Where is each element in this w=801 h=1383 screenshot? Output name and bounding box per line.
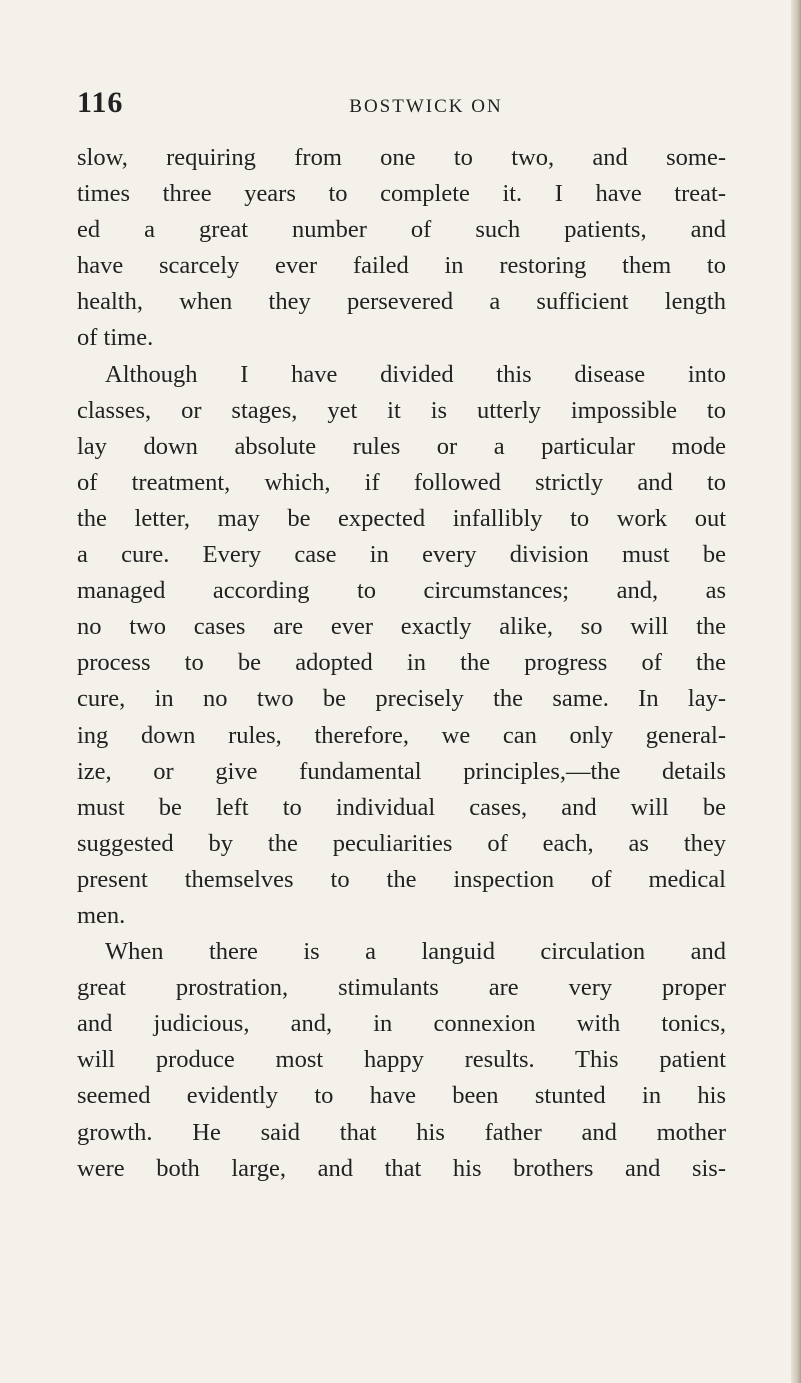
page-number: 116 [77,86,124,119]
text-line: Although I have divided this disease into [105,360,726,388]
body-text [77,140,726,1187]
text-line: ed a great number of such patients, and [77,216,726,244]
text-line: no two cases are ever exactly alike, so will the [77,613,726,641]
text-line: have scarcely ever failed in restoring them to [77,252,726,280]
text-line: When there is a languid circulation and [105,938,726,966]
text-line: great prostration, stimulants are very proper [77,974,726,1002]
page-edge [791,0,801,1383]
text-line: classes, or stages, yet it is utterly impossible to [77,396,726,424]
text-line: ize, or give fundamental principles,—the details [77,757,726,785]
text-line: present themselves to the inspection of medical [77,865,726,893]
text-line: of time. [77,324,154,352]
text-line: were both large, and that his brothers and sis- [77,1154,726,1182]
text-line: cure, in no two be precisely the same. In lay- [77,685,726,713]
running-title: BOSTWICK ON [349,96,503,117]
text-line: a cure. Every case in every division must be [77,541,726,569]
text-line: managed according to circumstances; and, as [77,577,726,605]
text-line: the letter, may be expected infallibly to work out [77,504,726,532]
text-line: and judicious, and, in connexion with tonics, [77,1010,726,1038]
running-head [77,86,715,126]
text-line: must be left to individual cases, and will be [77,793,726,821]
text-line: men. [77,901,126,929]
text-line: times three years to complete it. I have treat- [77,180,726,208]
text-line: slow, requiring from one to two, and some- [77,144,726,171]
text-line: lay down absolute rules or a particular mode [77,432,726,460]
text-line: growth. He said that his father and mother [77,1118,726,1146]
text-line: suggested by the peculiarities of each, as they [77,829,726,857]
text-line: process to be adopted in the progress of the [77,649,726,677]
text-line: ing down rules, therefore, we can only general- [77,721,726,749]
text-line: of treatment, which, if followed strictly and to [77,468,726,496]
text-line: seemed evidently to have been stunted in his [77,1082,726,1110]
text-line: will produce most happy results. This patient [77,1046,726,1074]
text-line: health, when they persevered a sufficient length [77,288,726,316]
